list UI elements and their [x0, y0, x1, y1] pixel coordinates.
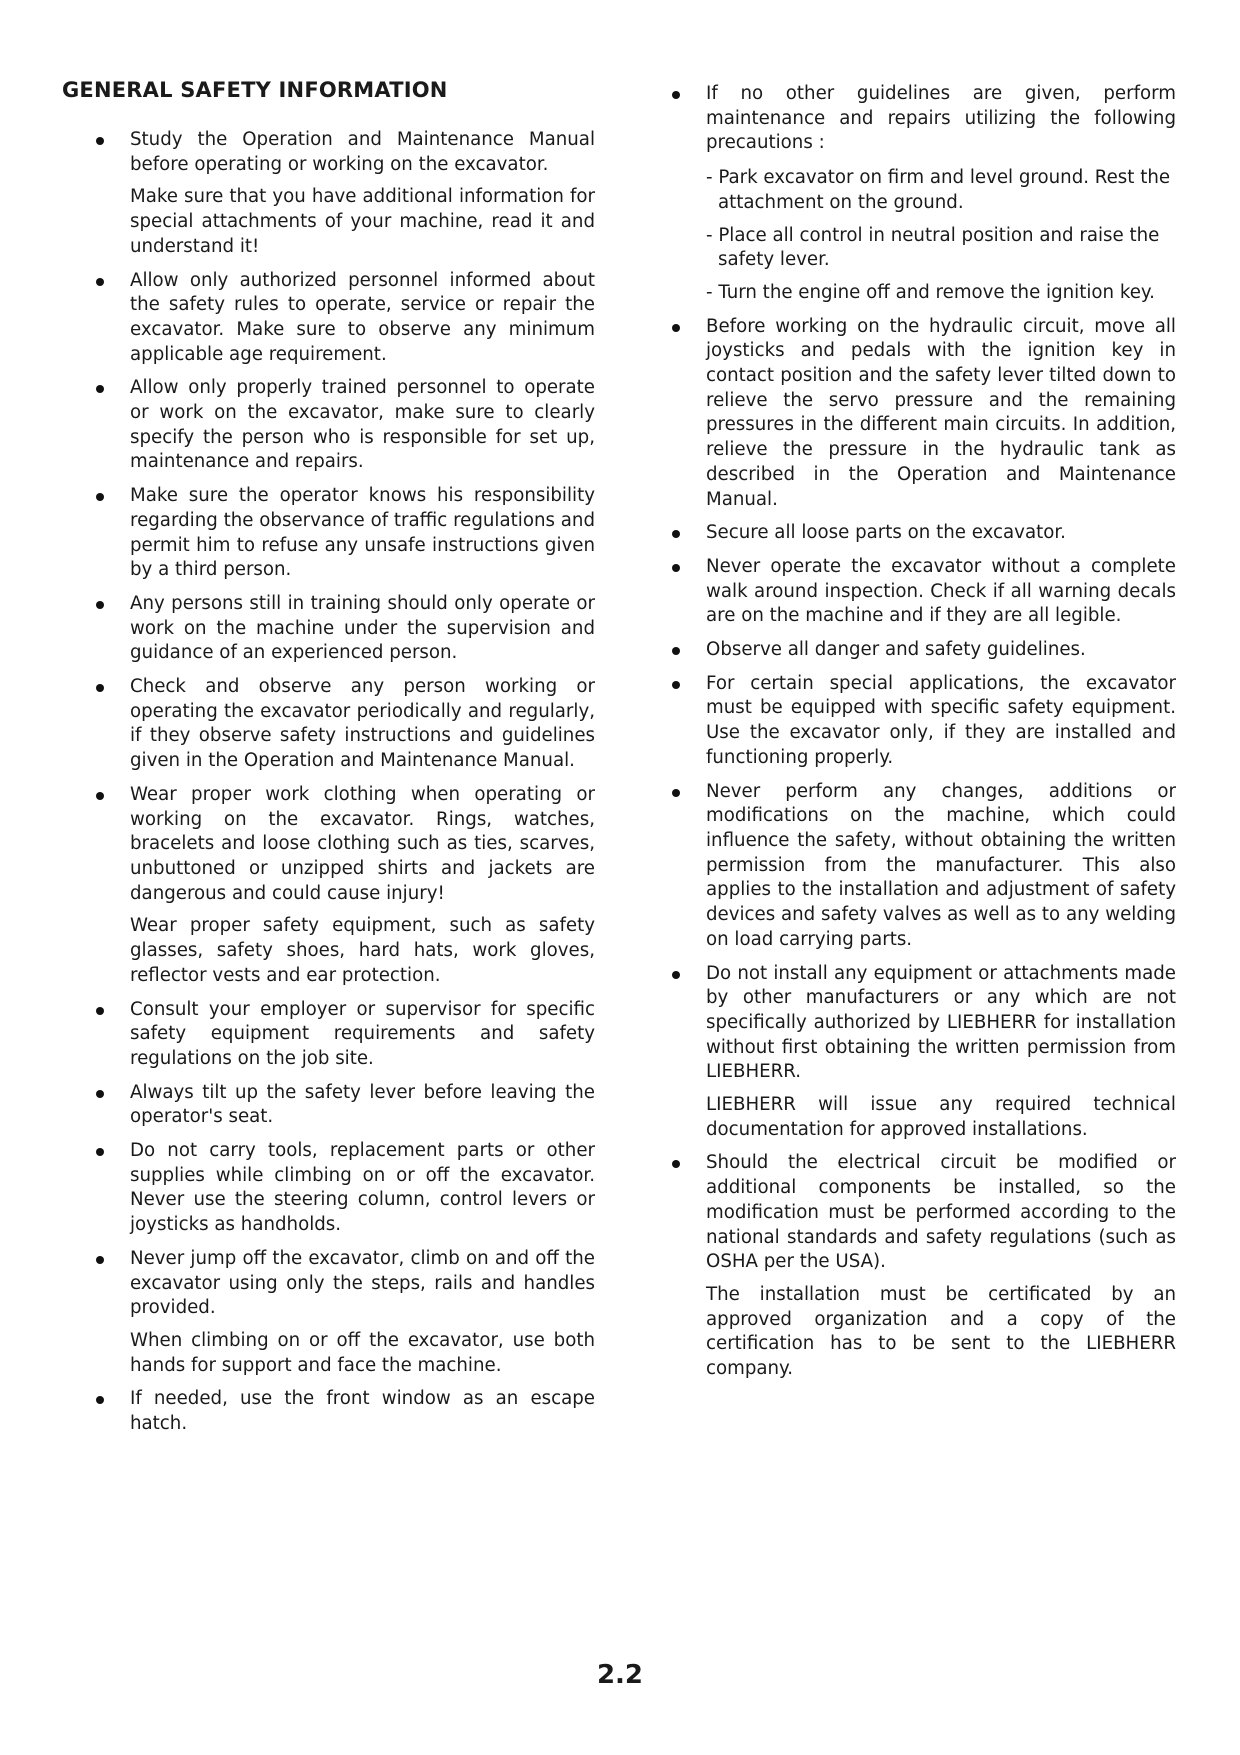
bullet-icon	[96, 1090, 104, 1098]
bullet-icon	[672, 681, 680, 689]
bullet-icon	[96, 385, 104, 393]
item-paragraph: For certain special applications, the excavator must be equipped with specific safety equipment. Use the excavator only, if they are installed and functioning properly.	[706, 672, 1176, 768]
list-item	[90, 1081, 595, 1130]
item-paragraph: Any persons still in training should only operate or work on the machine under the supervision and guidance of an experienced person.	[130, 592, 595, 664]
item-paragraph: Wear proper work clothing when operating or working on the excavator. Rings, watches, bracelets and loose clothing such as ties, scarves, unbuttoned or unzipped shirts and jackets are dangerous and could cause injury!	[130, 783, 595, 904]
bullet-icon	[96, 137, 104, 145]
item-paragraph: The installation must be certificated by an approved organization and a copy of the certification has to be sent to the LIEBHERR company.	[706, 1283, 1176, 1380]
list-item	[666, 315, 1176, 513]
list-item	[666, 521, 1176, 546]
bullet-icon	[672, 1160, 680, 1168]
list-item	[666, 1151, 1176, 1381]
list-item	[666, 780, 1176, 953]
bullet-icon	[96, 1396, 104, 1404]
item-paragraph: Never perform any changes, additions or modifications on the machine, which could influence the safety, without obtaining the written permission from the manufacturer. This also applies to the installation and adjustment of safety devices and safety valves as well as to any welding on load carrying parts.	[706, 780, 1176, 950]
item-paragraph: Wear proper safety equipment, such as safety glasses, safety shoes, hard hats, work gloves, reflector vests and ear protection.	[130, 915, 595, 986]
list-item	[666, 82, 1176, 306]
item-paragraph: When climbing on or off the excavator, use both hands for support and face the machine.	[130, 1329, 595, 1376]
bullet-icon	[96, 493, 104, 501]
list-item	[90, 1387, 595, 1436]
bullet-icon	[672, 324, 680, 332]
list-item	[90, 592, 595, 666]
list-item	[90, 998, 595, 1072]
precaution-sub-list	[706, 166, 1176, 306]
bullet-icon	[672, 91, 680, 99]
bullet-icon	[96, 601, 104, 609]
item-paragraph: If no other guidelines are given, perform maintenance and repairs utilizing the following precautions :	[706, 83, 1176, 154]
list-item	[666, 672, 1176, 771]
item-paragraph: Always tilt up the safety lever before leaving the operator's seat.	[130, 1081, 595, 1128]
page-number: 2.2	[596, 1660, 644, 1690]
item-paragraph: Make sure that you have additional information for special attachments of your machine, read it and understand it!	[130, 186, 595, 257]
bullet-icon	[96, 1007, 104, 1015]
sub-list-item: - Place all control in neutral position and raise the safety lever.	[706, 224, 1160, 271]
item-paragraph: Allow only authorized personnel informed about the safety rules to operate, service or repair the excavator. Make sure to observe any minimum applicable age requirement.	[130, 269, 595, 365]
page-title: GENERAL SAFETY INFORMATION	[62, 78, 448, 102]
item-paragraph: Do not install any equipment or attachments made by other manufacturers or any which are not specifically authorized by LIEBHERR for installation without first obtaining the written permission from LIEBHERR.	[706, 962, 1176, 1083]
bullet-icon	[672, 971, 680, 979]
item-paragraph: Study the Operation and Maintenance Manual before operating or working on the excavator.	[130, 129, 595, 175]
item-paragraph: Make sure the operator knows his responsibility regarding the observance of traffic regulations and permit him to refuse any unsafe instructions given by a third person.	[130, 485, 595, 581]
left-bullet-list	[90, 128, 595, 1437]
sub-list-item: - Park excavator on firm and level ground. Rest the attachment on the ground.	[706, 167, 1171, 213]
list-item	[90, 128, 595, 260]
bullet-icon	[96, 1256, 104, 1264]
list-item	[90, 1139, 595, 1238]
item-paragraph: LIEBHERR will issue any required technical documentation for approved installations.	[706, 1094, 1176, 1140]
bullet-icon	[96, 1148, 104, 1156]
item-paragraph: Check and observe any person working or operating the excavator periodically and regularly, if they observe safety instructions and guidelines given in the Operation and Maintenance Manual.	[130, 676, 595, 772]
item-paragraph: If needed, use the front window as an escape hatch.	[130, 1388, 595, 1435]
bullet-icon	[672, 530, 680, 538]
item-paragraph: Before working on the hydraulic circuit, move all joysticks and pedals with the ignition key in contact position and the safety lever tilted down to relieve the servo pressure and the remaining pressures in the different main circuits. In addition, relieve the pressure in the hydraulic tank as described in the Operation and Maintenance Manual.	[706, 315, 1176, 510]
item-paragraph: Consult your employer or supervisor for specific safety equipment requirements and safety regulations on the job site.	[130, 998, 595, 1069]
bullet-icon	[672, 789, 680, 797]
left-column	[90, 128, 595, 1446]
list-item	[666, 555, 1176, 629]
item-paragraph: Observe all danger and safety guidelines.	[706, 639, 1086, 661]
bullet-icon	[96, 792, 104, 800]
bullet-icon	[672, 564, 680, 572]
list-item	[90, 783, 595, 989]
list-item	[90, 1247, 595, 1379]
list-item	[90, 269, 595, 368]
list-item	[666, 638, 1176, 663]
list-item	[90, 675, 595, 774]
item-paragraph: Never jump off the excavator, climb on and off the excavator using only the steps, rails and handles provided.	[130, 1247, 595, 1319]
item-paragraph: Never operate the excavator without a complete walk around inspection. Check if all warning decals are on the machine and if they are all legible.	[706, 555, 1176, 627]
bullet-icon	[672, 647, 680, 655]
list-item	[90, 376, 595, 475]
right-column	[666, 82, 1176, 1391]
list-item	[666, 962, 1176, 1143]
item-paragraph: Do not carry tools, replacement parts or other supplies while climbing on or off the excavator. Never use the steering column, control levers or joysticks as handholds.	[130, 1140, 595, 1236]
item-paragraph: Should the electrical circuit be modified or additional components be installed, so the modification must be performed according to the national standards and safety regulations (such as OSHA per the USA).	[706, 1152, 1176, 1273]
item-paragraph: Secure all loose parts on the excavator.	[706, 522, 1066, 544]
bullet-icon	[96, 684, 104, 692]
list-item	[90, 484, 595, 583]
sub-list-item: - Turn the engine off and remove the ignition key.	[706, 281, 1155, 303]
bullet-icon	[96, 278, 104, 286]
right-bullet-list	[666, 82, 1176, 1382]
item-paragraph: Allow only properly trained personnel to operate or work on the excavator, make sure to clearly specify the person who is responsible for set up, maintenance and repairs.	[130, 377, 595, 473]
